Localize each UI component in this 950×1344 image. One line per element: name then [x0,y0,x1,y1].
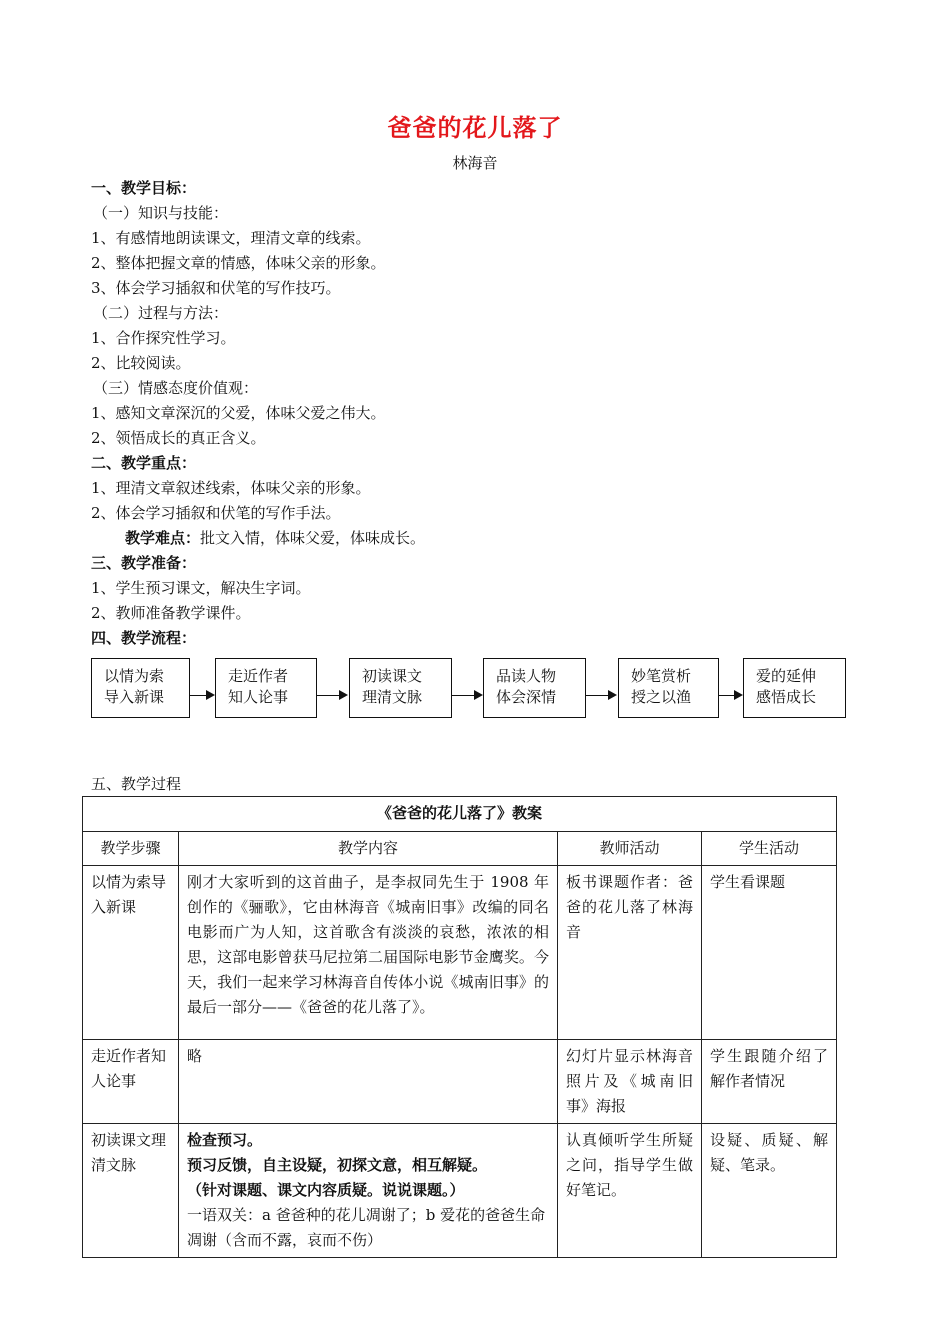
step-cell: 以情为索导入新课 [83,866,179,1040]
goals-subheading: （三）情感态度价值观： [93,379,259,397]
flow-step-first-reading: 初读课文 理清文脉 [349,658,452,718]
flow-step-writing: 妙笔赏析 授之以渔 [618,658,719,718]
teaching-flow-diagram [91,658,847,722]
column-header: 教学步骤 [83,832,179,866]
teacher-cell: 幻灯片显示林海音照片及《城南旧事》海报 [558,1040,702,1124]
list-item: 2、教师准备教学课件。 [91,604,251,622]
flow-arrow [190,695,213,696]
flow-step-characters: 品读人物 体会深情 [483,658,586,718]
content-cell: 刚才大家听到的这首曲子，是李叔同先生于 1908 年创作的《骊歌》，它由林海音《城南旧事》改编的同名电影而广为人知，这首歌含有淡淡的哀愁，浓浓的相思，这部电影曾获马尼拉第二届国际电影节金鹰奖。今天，我们一起来学习林海音自传体小说《城南旧事》的最后一部分——《爸爸的花儿落了》。 [179,866,558,1040]
difficulty-line [91,526,851,551]
content-bold-line: 检查预习。 [187,1131,263,1149]
step-cell: 走近作者知人论事 [83,1040,179,1124]
teacher-cell: 认真倾听学生所疑之问，指导学生做好笔记。 [558,1124,702,1258]
flow-heading: 四、教学流程： [91,629,197,647]
step-cell: 初读课文理清文脉 [83,1124,179,1258]
goals-subheading: （二）过程与方法： [93,304,229,322]
list-item: 1、学生预习课文，解决生字词。 [91,579,311,597]
column-header: 教师活动 [558,832,702,866]
list-item: 3、体会学习插叙和伏笔的写作技巧。 [91,279,341,297]
preparation-heading: 三、教学准备： [91,554,197,572]
flow-arrow [452,695,481,696]
column-header: 教学内容 [179,832,558,866]
flow-step-intro: 以情为索 导入新课 [91,658,190,718]
content-cell [179,1124,558,1258]
flow-arrow [586,695,615,696]
table-caption: 《爸爸的花儿落了》教案 [83,797,837,832]
flow-step-growth: 爱的延伸 感悟成长 [743,658,846,718]
flow-step-author: 走近作者 知人论事 [215,658,317,718]
difficulty-label: 教学难点： [125,529,201,547]
goals-subheading: （一）知识与技能： [93,204,229,222]
document-title: 爸爸的花儿落了 [387,114,563,142]
content-text: 一语双关：a 爸爸种的花儿凋谢了；b 爱花的爸爸生命凋谢（含而不露，哀而不伤） [187,1206,546,1249]
content-bold-line: 预习反馈，自主设疑，初探文意，相互解疑。 [187,1156,488,1174]
content-bold-line: （针对课题、课文内容质疑。说说课题。） [187,1181,465,1199]
author-name: 林海音 [452,154,498,172]
list-item: 1、理清文章叙述线索，体味父亲的形象。 [91,479,371,497]
flow-arrow [719,695,741,696]
difficulty-text: 批文入情，体味父爱，体味成长。 [200,529,426,547]
lesson-plan-table [82,796,837,1258]
list-item: 2、体会学习插叙和伏笔的写作手法。 [91,504,341,522]
key-points-heading: 二、教学重点： [91,454,197,472]
content-cell: 略 [179,1040,558,1124]
student-cell: 学生看课题 [702,866,837,1040]
column-header: 学生活动 [702,832,837,866]
list-item: 2、领悟成长的真正含义。 [91,429,266,447]
list-item: 1、感知文章深沉的父爱，体味父爱之伟大。 [91,404,386,422]
table-row [83,1040,837,1124]
list-item: 2、比较阅读。 [91,354,191,372]
process-heading: 五、教学过程 [91,775,182,793]
teacher-cell: 板书课题作者：爸爸的花儿落了林海音 [558,866,702,1040]
student-cell: 学生跟随介绍了解作者情况 [702,1040,837,1124]
list-item: 1、有感情地朗读课文，理清文章的线索。 [91,229,371,247]
list-item: 2、整体把握文章的情感，体味父亲的形象。 [91,254,386,272]
goals-heading: 一、教学目标： [91,179,197,197]
table-row [83,1124,837,1258]
flow-arrow [317,695,346,696]
table-row [83,866,837,1040]
list-item: 1、合作探究性学习。 [91,329,236,347]
student-cell: 设疑、质疑、解疑、笔录。 [702,1124,837,1258]
lesson-outline [91,176,851,651]
table-header-row [83,832,837,866]
